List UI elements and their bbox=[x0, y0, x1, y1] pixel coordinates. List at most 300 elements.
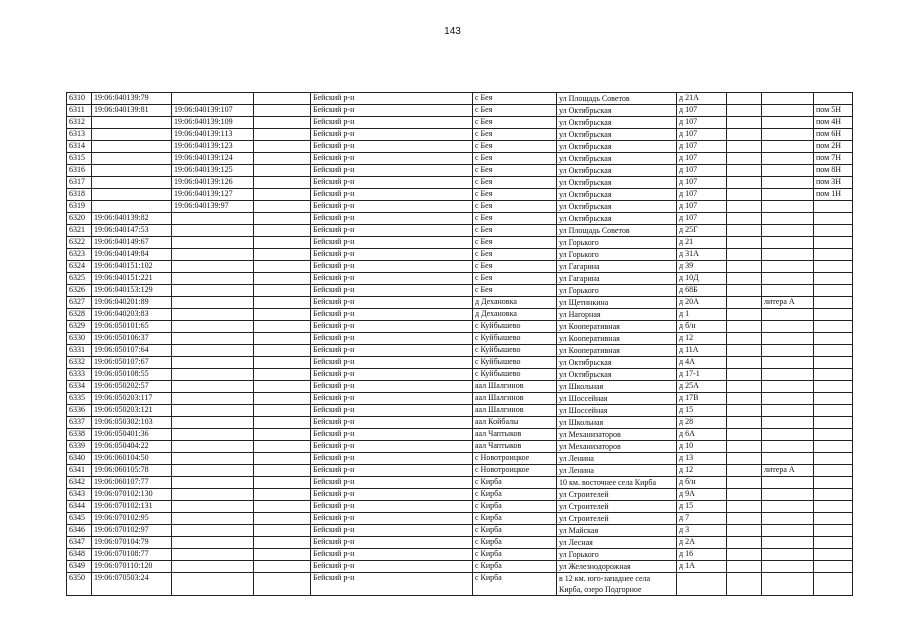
settlement-cell: д Дехановка bbox=[473, 309, 557, 321]
house-cell: д 39 bbox=[677, 261, 727, 273]
street-cell: ул Октябрьская bbox=[557, 129, 677, 141]
room-cadastral-number-cell bbox=[172, 93, 254, 105]
letter-cell bbox=[762, 237, 814, 249]
empty-cell bbox=[727, 165, 762, 177]
empty-cell bbox=[727, 117, 762, 129]
premises-cell bbox=[814, 465, 853, 477]
premises-cell bbox=[814, 249, 853, 261]
house-cell: д 25А bbox=[677, 381, 727, 393]
district-cell: Бейский р-н bbox=[311, 429, 473, 441]
street-cell: ул Ленина bbox=[557, 465, 677, 477]
letter-cell bbox=[762, 381, 814, 393]
row-number-cell: 6312 bbox=[67, 117, 92, 129]
empty-cell bbox=[727, 201, 762, 213]
empty-cell bbox=[727, 417, 762, 429]
premises-cell bbox=[814, 573, 853, 596]
room-cadastral-number-cell bbox=[172, 477, 254, 489]
table-row bbox=[67, 201, 853, 213]
house-cell: д 3 bbox=[677, 525, 727, 537]
premises-cell bbox=[814, 225, 853, 237]
district-cell: Бейский р-н bbox=[311, 549, 473, 561]
cadastral-number-cell: 19:06:070102:131 bbox=[92, 501, 172, 513]
letter-cell bbox=[762, 501, 814, 513]
letter-cell bbox=[762, 345, 814, 357]
empty-cell bbox=[727, 549, 762, 561]
room-cadastral-number-cell bbox=[172, 405, 254, 417]
empty-cell bbox=[254, 477, 311, 489]
house-cell: д 17В bbox=[677, 393, 727, 405]
table-row bbox=[67, 441, 853, 453]
district-cell: Бейский р-н bbox=[311, 189, 473, 201]
district-cell: Бейский р-н bbox=[311, 201, 473, 213]
premises-cell: пом 8Н bbox=[814, 165, 853, 177]
street-cell: ул Октябрьская bbox=[557, 201, 677, 213]
premises-cell bbox=[814, 405, 853, 417]
empty-cell bbox=[254, 117, 311, 129]
house-cell: д 107 bbox=[677, 177, 727, 189]
empty-cell bbox=[254, 357, 311, 369]
row-number-cell: 6311 bbox=[67, 105, 92, 117]
letter-cell bbox=[762, 201, 814, 213]
room-cadastral-number-cell bbox=[172, 297, 254, 309]
street-cell: ул Октябрьская bbox=[557, 177, 677, 189]
table-row bbox=[67, 225, 853, 237]
district-cell: Бейский р-н bbox=[311, 273, 473, 285]
district-cell: Бейский р-н bbox=[311, 573, 473, 596]
district-cell: Бейский р-н bbox=[311, 489, 473, 501]
settlement-cell: с Бея bbox=[473, 285, 557, 297]
premises-cell bbox=[814, 333, 853, 345]
settlement-cell: д Дехановка bbox=[473, 297, 557, 309]
row-number-cell: 6343 bbox=[67, 489, 92, 501]
cadastral-number-cell bbox=[92, 201, 172, 213]
district-cell: Бейский р-н bbox=[311, 141, 473, 153]
room-cadastral-number-cell bbox=[172, 249, 254, 261]
empty-cell bbox=[254, 237, 311, 249]
street-cell: ул Гагарина bbox=[557, 273, 677, 285]
empty-cell bbox=[727, 501, 762, 513]
letter-cell bbox=[762, 189, 814, 201]
row-number-cell: 6336 bbox=[67, 405, 92, 417]
settlement-cell: с Куйбышево bbox=[473, 333, 557, 345]
letter-cell: литера А bbox=[762, 465, 814, 477]
street-cell: ул Октябрьская bbox=[557, 117, 677, 129]
table-row bbox=[67, 213, 853, 225]
table-row bbox=[67, 405, 853, 417]
room-cadastral-number-cell bbox=[172, 513, 254, 525]
empty-cell bbox=[727, 309, 762, 321]
cadastral-number-cell: 19:06:040147:53 bbox=[92, 225, 172, 237]
premises-cell: пом 7Н bbox=[814, 153, 853, 165]
premises-cell bbox=[814, 213, 853, 225]
settlement-cell: с Бея bbox=[473, 153, 557, 165]
row-number-cell: 6345 bbox=[67, 513, 92, 525]
room-cadastral-number-cell bbox=[172, 393, 254, 405]
table-row bbox=[67, 501, 853, 513]
cadastral-number-cell: 19:06:060107:77 bbox=[92, 477, 172, 489]
district-cell: Бейский р-н bbox=[311, 237, 473, 249]
empty-cell bbox=[727, 225, 762, 237]
premises-cell bbox=[814, 561, 853, 573]
cadastral-number-cell: 19:06:040151:102 bbox=[92, 261, 172, 273]
cadastral-number-cell: 19:06:040139:82 bbox=[92, 213, 172, 225]
premises-cell bbox=[814, 309, 853, 321]
empty-cell bbox=[727, 237, 762, 249]
row-number-cell: 6322 bbox=[67, 237, 92, 249]
premises-cell bbox=[814, 549, 853, 561]
table-row bbox=[67, 417, 853, 429]
district-cell: Бейский р-н bbox=[311, 537, 473, 549]
premises-cell bbox=[814, 261, 853, 273]
premises-cell bbox=[814, 321, 853, 333]
table-row bbox=[67, 165, 853, 177]
street-cell: ул Механизаторов bbox=[557, 429, 677, 441]
premises-cell: пом 6Н bbox=[814, 129, 853, 141]
house-cell: д 15 bbox=[677, 501, 727, 513]
empty-cell bbox=[254, 213, 311, 225]
house-cell: д 107 bbox=[677, 201, 727, 213]
table-row bbox=[67, 285, 853, 297]
street-cell: ул Кооперативная bbox=[557, 345, 677, 357]
row-number-cell: 6323 bbox=[67, 249, 92, 261]
house-cell: д 20А bbox=[677, 297, 727, 309]
cadastral-number-cell: 19:06:070108:77 bbox=[92, 549, 172, 561]
row-number-cell: 6319 bbox=[67, 201, 92, 213]
premises-cell bbox=[814, 417, 853, 429]
cadastral-number-cell bbox=[92, 117, 172, 129]
letter-cell bbox=[762, 213, 814, 225]
empty-cell bbox=[254, 501, 311, 513]
empty-cell bbox=[254, 573, 311, 596]
letter-cell bbox=[762, 549, 814, 561]
district-cell: Бейский р-н bbox=[311, 465, 473, 477]
empty-cell bbox=[254, 345, 311, 357]
table-row bbox=[67, 177, 853, 189]
empty-cell bbox=[727, 153, 762, 165]
cadastral-number-cell: 19:06:040201:89 bbox=[92, 297, 172, 309]
table-row bbox=[67, 429, 853, 441]
district-cell: Бейский р-н bbox=[311, 513, 473, 525]
row-number-cell: 6342 bbox=[67, 477, 92, 489]
row-number-cell: 6327 bbox=[67, 297, 92, 309]
empty-cell bbox=[727, 489, 762, 501]
premises-cell bbox=[814, 93, 853, 105]
street-cell: ул Нагорная bbox=[557, 309, 677, 321]
house-cell: д 2А bbox=[677, 537, 727, 549]
street-cell: ул Кооперативная bbox=[557, 321, 677, 333]
empty-cell bbox=[254, 177, 311, 189]
letter-cell bbox=[762, 333, 814, 345]
district-cell: Бейский р-н bbox=[311, 321, 473, 333]
room-cadastral-number-cell bbox=[172, 501, 254, 513]
row-number-cell: 6320 bbox=[67, 213, 92, 225]
room-cadastral-number-cell bbox=[172, 453, 254, 465]
letter-cell bbox=[762, 417, 814, 429]
room-cadastral-number-cell bbox=[172, 561, 254, 573]
table-row bbox=[67, 477, 853, 489]
empty-cell bbox=[254, 333, 311, 345]
room-cadastral-number-cell bbox=[172, 417, 254, 429]
table-row bbox=[67, 105, 853, 117]
letter-cell bbox=[762, 441, 814, 453]
table-row bbox=[67, 237, 853, 249]
house-cell: д 15 bbox=[677, 405, 727, 417]
settlement-cell: с Бея bbox=[473, 141, 557, 153]
street-cell: ул Горького bbox=[557, 249, 677, 261]
district-cell: Бейский р-н bbox=[311, 285, 473, 297]
empty-cell bbox=[254, 369, 311, 381]
row-number-cell: 6313 bbox=[67, 129, 92, 141]
table-row bbox=[67, 141, 853, 153]
room-cadastral-number-cell: 19:06:040139:127 bbox=[172, 189, 254, 201]
cadastral-number-cell: 19:06:050107:67 bbox=[92, 357, 172, 369]
table-row bbox=[67, 153, 853, 165]
row-number-cell: 6350 bbox=[67, 573, 92, 596]
premises-cell bbox=[814, 477, 853, 489]
settlement-cell: аал Шалгинов bbox=[473, 381, 557, 393]
room-cadastral-number-cell bbox=[172, 429, 254, 441]
settlement-cell: с Кирба bbox=[473, 489, 557, 501]
empty-cell bbox=[254, 129, 311, 141]
room-cadastral-number-cell bbox=[172, 441, 254, 453]
house-cell: д 21А bbox=[677, 93, 727, 105]
empty-cell bbox=[254, 273, 311, 285]
street-cell: ул Октябрьская bbox=[557, 189, 677, 201]
house-cell: д 10Д bbox=[677, 273, 727, 285]
premises-cell: пом 5Н bbox=[814, 105, 853, 117]
letter-cell bbox=[762, 165, 814, 177]
letter-cell bbox=[762, 537, 814, 549]
premises-cell bbox=[814, 297, 853, 309]
empty-cell bbox=[254, 441, 311, 453]
house-cell: д 1 bbox=[677, 309, 727, 321]
district-cell: Бейский р-н bbox=[311, 213, 473, 225]
row-number-cell: 6318 bbox=[67, 189, 92, 201]
table-row bbox=[67, 381, 853, 393]
empty-cell bbox=[727, 321, 762, 333]
premises-cell bbox=[814, 453, 853, 465]
settlement-cell: с Кирба bbox=[473, 513, 557, 525]
premises-cell bbox=[814, 393, 853, 405]
district-cell: Бейский р-н bbox=[311, 165, 473, 177]
row-number-cell: 6316 bbox=[67, 165, 92, 177]
house-cell: д 107 bbox=[677, 117, 727, 129]
letter-cell bbox=[762, 105, 814, 117]
empty-cell bbox=[254, 393, 311, 405]
cadastral-number-cell: 19:06:040149:67 bbox=[92, 237, 172, 249]
letter-cell bbox=[762, 429, 814, 441]
letter-cell bbox=[762, 177, 814, 189]
premises-cell bbox=[814, 285, 853, 297]
cadastral-number-cell: 19:06:070110:120 bbox=[92, 561, 172, 573]
letter-cell bbox=[762, 153, 814, 165]
letter-cell bbox=[762, 357, 814, 369]
empty-cell bbox=[254, 537, 311, 549]
table-row bbox=[67, 369, 853, 381]
street-cell: ул Строителей bbox=[557, 501, 677, 513]
empty-cell bbox=[727, 477, 762, 489]
settlement-cell: с Кирба bbox=[473, 477, 557, 489]
empty-cell bbox=[254, 381, 311, 393]
street-cell: ул Горького bbox=[557, 237, 677, 249]
empty-cell bbox=[727, 465, 762, 477]
premises-cell bbox=[814, 525, 853, 537]
settlement-cell: с Бея bbox=[473, 189, 557, 201]
street-cell: ул Лесная bbox=[557, 537, 677, 549]
table-row bbox=[67, 273, 853, 285]
letter-cell bbox=[762, 285, 814, 297]
empty-cell bbox=[254, 513, 311, 525]
street-cell: в 12 км. юго-западнее села Кирба, озеро Подгорное bbox=[557, 573, 677, 596]
house-cell: д 10 bbox=[677, 441, 727, 453]
district-cell: Бейский р-н bbox=[311, 525, 473, 537]
house-cell: д 9А bbox=[677, 489, 727, 501]
premises-cell bbox=[814, 345, 853, 357]
premises-cell bbox=[814, 273, 853, 285]
settlement-cell: аал Шалгинов bbox=[473, 393, 557, 405]
district-cell: Бейский р-н bbox=[311, 417, 473, 429]
settlement-cell: с Бея bbox=[473, 129, 557, 141]
street-cell: ул Школьная bbox=[557, 417, 677, 429]
registry-body bbox=[67, 93, 853, 596]
empty-cell bbox=[727, 405, 762, 417]
registry-table bbox=[66, 92, 853, 596]
street-cell: ул Шоссейная bbox=[557, 393, 677, 405]
room-cadastral-number-cell bbox=[172, 489, 254, 501]
table-row bbox=[67, 309, 853, 321]
street-cell: ул Октябрьская bbox=[557, 153, 677, 165]
house-cell: д 17-1 bbox=[677, 369, 727, 381]
settlement-cell: с Бея bbox=[473, 213, 557, 225]
empty-cell bbox=[254, 453, 311, 465]
settlement-cell: с Кирба bbox=[473, 561, 557, 573]
settlement-cell: с Бея bbox=[473, 93, 557, 105]
row-number-cell: 6321 bbox=[67, 225, 92, 237]
premises-cell: пом 1Н bbox=[814, 189, 853, 201]
room-cadastral-number-cell bbox=[172, 465, 254, 477]
house-cell: д 21 bbox=[677, 237, 727, 249]
district-cell: Бейский р-н bbox=[311, 405, 473, 417]
empty-cell bbox=[254, 105, 311, 117]
empty-cell bbox=[254, 141, 311, 153]
cadastral-number-cell: 19:06:060104:50 bbox=[92, 453, 172, 465]
empty-cell bbox=[254, 309, 311, 321]
letter-cell bbox=[762, 141, 814, 153]
cadastral-number-cell: 19:06:070104:79 bbox=[92, 537, 172, 549]
street-cell: ул Горького bbox=[557, 549, 677, 561]
settlement-cell: с Бея bbox=[473, 249, 557, 261]
table-row bbox=[67, 393, 853, 405]
row-number-cell: 6315 bbox=[67, 153, 92, 165]
empty-cell bbox=[254, 465, 311, 477]
empty-cell bbox=[254, 249, 311, 261]
room-cadastral-number-cell: 19:06:040139:123 bbox=[172, 141, 254, 153]
empty-cell bbox=[727, 513, 762, 525]
empty-cell bbox=[254, 225, 311, 237]
settlement-cell: с Куйбышево bbox=[473, 321, 557, 333]
settlement-cell: с Куйбышево bbox=[473, 345, 557, 357]
premises-cell bbox=[814, 489, 853, 501]
empty-cell bbox=[254, 165, 311, 177]
street-cell: 10 км. восточнее села Кирба bbox=[557, 477, 677, 489]
room-cadastral-number-cell bbox=[172, 333, 254, 345]
row-number-cell: 6333 bbox=[67, 369, 92, 381]
empty-cell bbox=[254, 297, 311, 309]
room-cadastral-number-cell: 19:06:040139:109 bbox=[172, 117, 254, 129]
letter-cell bbox=[762, 525, 814, 537]
empty-cell bbox=[727, 249, 762, 261]
premises-cell bbox=[814, 429, 853, 441]
letter-cell bbox=[762, 225, 814, 237]
row-number-cell: 6340 bbox=[67, 453, 92, 465]
settlement-cell: аал Чаптыков bbox=[473, 429, 557, 441]
letter-cell bbox=[762, 369, 814, 381]
row-number-cell: 6347 bbox=[67, 537, 92, 549]
house-cell: д 107 bbox=[677, 213, 727, 225]
premises-cell: пом 3Н bbox=[814, 177, 853, 189]
street-cell: ул Октябрьская bbox=[557, 369, 677, 381]
room-cadastral-number-cell bbox=[172, 369, 254, 381]
cadastral-number-cell: 19:06:040139:79 bbox=[92, 93, 172, 105]
street-cell: ул Шоссейная bbox=[557, 405, 677, 417]
room-cadastral-number-cell bbox=[172, 525, 254, 537]
empty-cell bbox=[254, 429, 311, 441]
letter-cell bbox=[762, 93, 814, 105]
table-row bbox=[67, 261, 853, 273]
table-row bbox=[67, 117, 853, 129]
settlement-cell: с Кирба bbox=[473, 525, 557, 537]
district-cell: Бейский р-н bbox=[311, 309, 473, 321]
table-row bbox=[67, 249, 853, 261]
empty-cell bbox=[727, 189, 762, 201]
street-cell: ул Октябрьская bbox=[557, 141, 677, 153]
room-cadastral-number-cell bbox=[172, 573, 254, 596]
cadastral-number-cell: 19:06:050203:121 bbox=[92, 405, 172, 417]
empty-cell bbox=[727, 537, 762, 549]
room-cadastral-number-cell: 19:06:040139:97 bbox=[172, 201, 254, 213]
row-number-cell: 6346 bbox=[67, 525, 92, 537]
district-cell: Бейский р-н bbox=[311, 297, 473, 309]
house-cell: д 13 bbox=[677, 453, 727, 465]
table-row bbox=[67, 129, 853, 141]
table-row bbox=[67, 357, 853, 369]
row-number-cell: 6326 bbox=[67, 285, 92, 297]
row-number-cell: 6339 bbox=[67, 441, 92, 453]
empty-cell bbox=[727, 213, 762, 225]
table-row bbox=[67, 489, 853, 501]
house-cell: д 28 bbox=[677, 417, 727, 429]
empty-cell bbox=[727, 141, 762, 153]
settlement-cell: с Бея bbox=[473, 117, 557, 129]
district-cell: Бейский р-н bbox=[311, 333, 473, 345]
house-cell: д б/н bbox=[677, 477, 727, 489]
cadastral-number-cell bbox=[92, 129, 172, 141]
cadastral-number-cell: 19:06:050401:36 bbox=[92, 429, 172, 441]
street-cell: ул Майская bbox=[557, 525, 677, 537]
cadastral-number-cell: 19:06:070102:95 bbox=[92, 513, 172, 525]
room-cadastral-number-cell bbox=[172, 321, 254, 333]
empty-cell bbox=[727, 369, 762, 381]
table-row bbox=[67, 333, 853, 345]
premises-cell bbox=[814, 501, 853, 513]
settlement-cell: с Кирба bbox=[473, 537, 557, 549]
cadastral-number-cell: 19:06:040203:83 bbox=[92, 309, 172, 321]
settlement-cell: аал Шалгинов bbox=[473, 405, 557, 417]
empty-cell bbox=[254, 321, 311, 333]
settlement-cell: с Кирба bbox=[473, 501, 557, 513]
empty-cell bbox=[254, 405, 311, 417]
empty-cell bbox=[254, 561, 311, 573]
